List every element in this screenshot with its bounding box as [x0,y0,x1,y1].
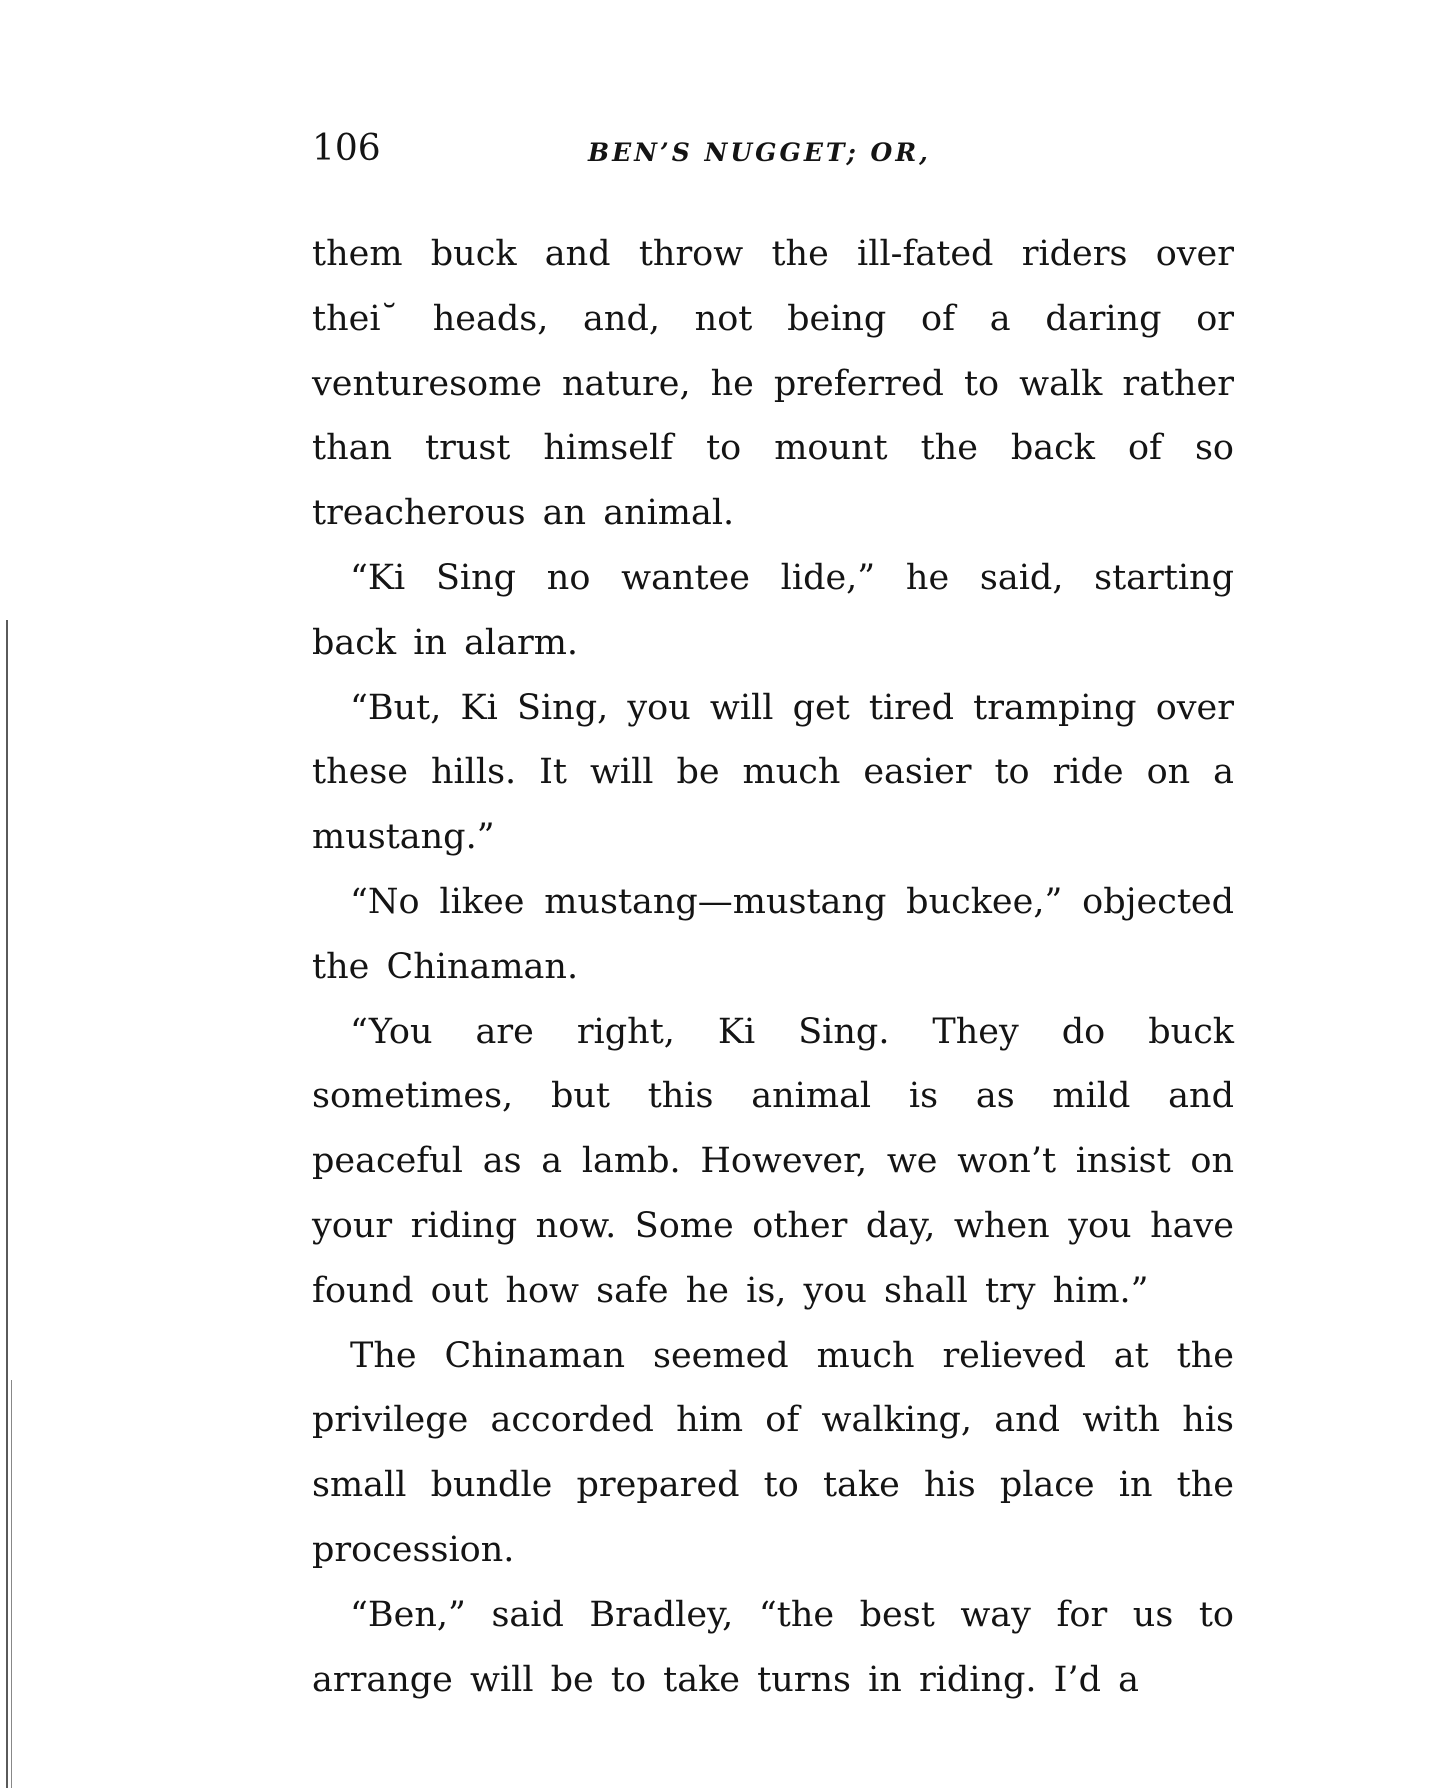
binding-edge-line-secondary [11,1380,12,1788]
binding-edge-line [6,620,8,1788]
paragraph: “You are right, Ki Sing. They do buck sometimes, but this animal is as mild and peaceful as a lamb. However, we won’t insist on your riding now. Some other day, when you have found out how safe he is, you shall try him.” [312,1011,1234,1311]
paragraph: The Chinaman seemed much relieved at the privilege accorded him of walking, and with his small bundle prepared to take his place in the procession. [312,1335,1234,1570]
page-header [312,128,1240,188]
body-text [312,222,1234,1712]
paragraph: “Ki Sing no wantee lide,” he said, starting back in alarm. [312,557,1234,663]
paragraph: “But, Ki Sing, you will get tired tramping over these hills. It will be much easier to ride on a mustang.” [312,687,1234,858]
paragraph: “Ben,” said Bradley, “the best way for us to arrange will be to take turns in riding. I’d a [312,1594,1234,1700]
paragraph-continued: them buck and throw the ill-fated riders over thei˘ heads, and, not being of a daring or venturesome nature, he preferred to walk rather than trust himself to mount the back of so treacherous an animal. [312,234,1234,534]
paragraph: “No likee mustang—mustang buckee,” objected the Chinaman. [312,881,1234,987]
running-head: BEN’S NUGGET; OR, [588,138,931,167]
page-number: 106 [312,128,381,169]
